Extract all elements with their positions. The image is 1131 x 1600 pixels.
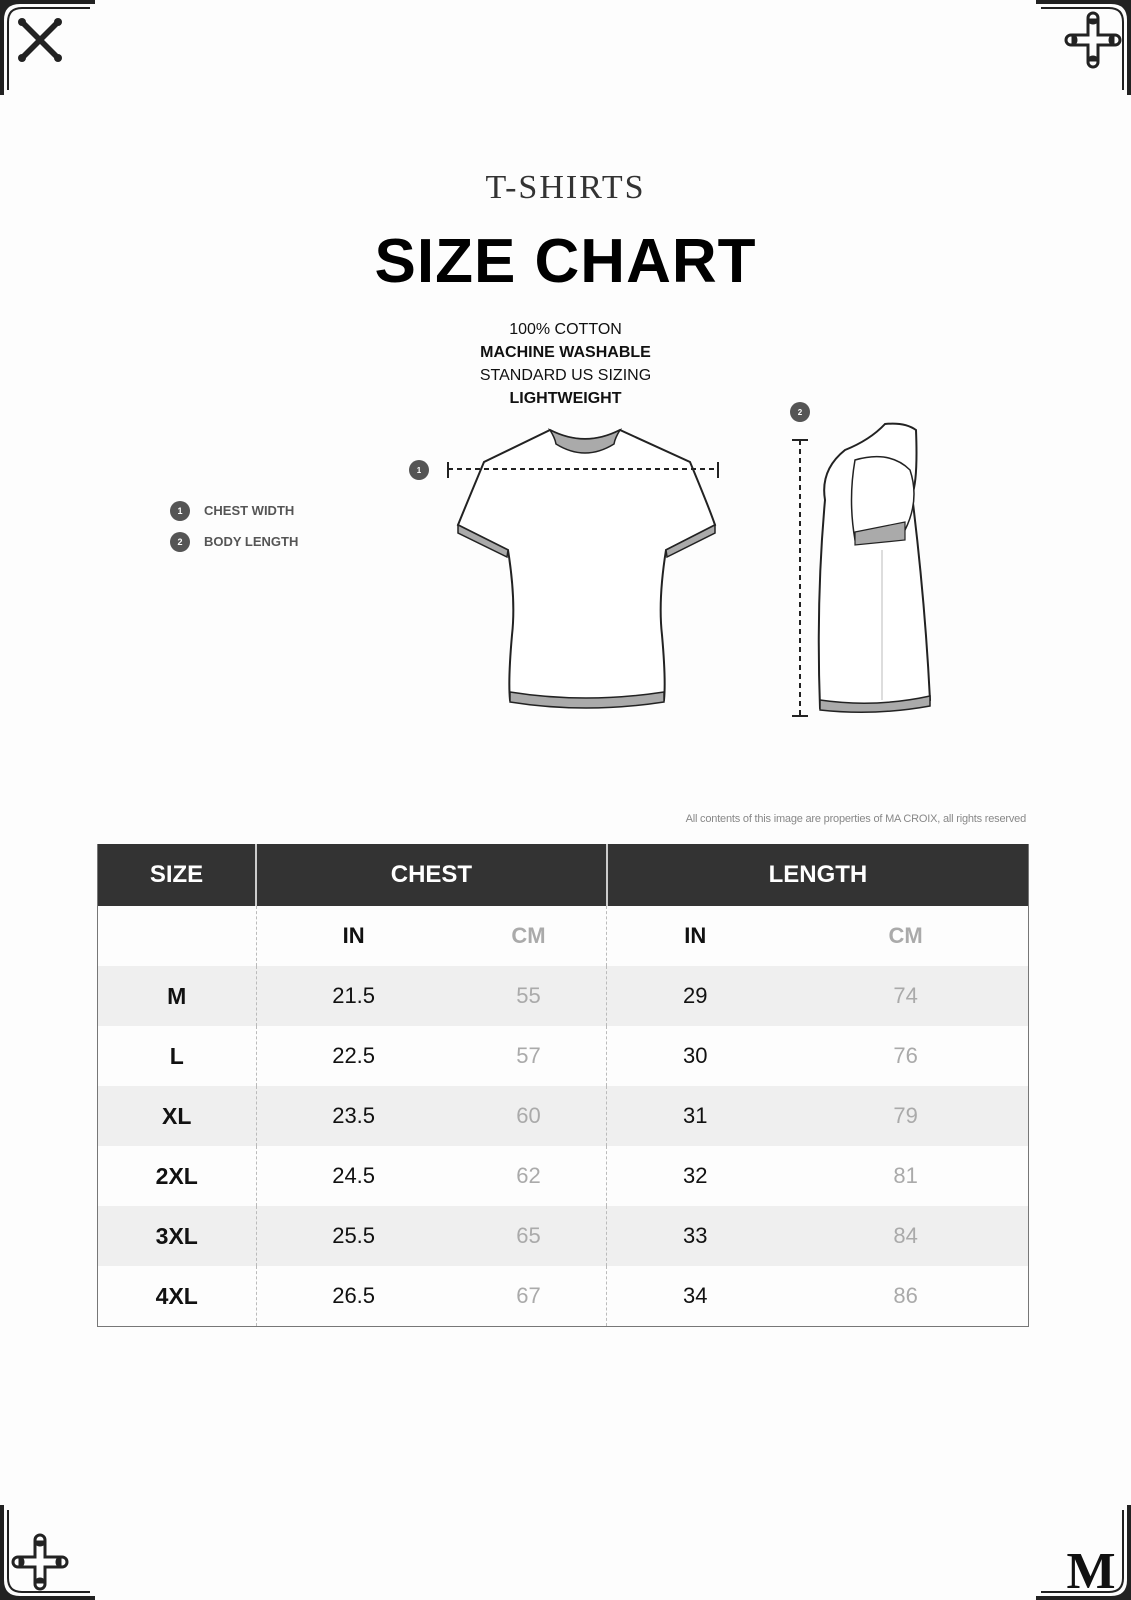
- chest-cm-cell: 62: [451, 1146, 607, 1206]
- legend-number-badge: 2: [170, 532, 190, 552]
- length-in-cell: 32: [683, 1163, 708, 1188]
- header-length: LENGTH: [607, 844, 1029, 906]
- length-cm-cell: 84: [783, 1206, 1028, 1266]
- tshirt-front-illustration: [409, 430, 718, 708]
- svg-text:1: 1: [416, 466, 422, 475]
- size-cell: 4XL: [98, 1266, 257, 1327]
- chest-cm-cell: 55: [451, 966, 607, 1026]
- length-cm-cell: 76: [893, 1043, 918, 1068]
- copyright-notice: All contents of this image are properties of MA CROIX, all rights reserved: [685, 813, 1026, 825]
- unit-cm: CM: [888, 923, 923, 948]
- length-in-cell: 30: [683, 1043, 708, 1068]
- size-cell: XL: [98, 1086, 257, 1146]
- header-size: SIZE: [98, 844, 257, 906]
- header: [0, 168, 1131, 410]
- length-in-cell: 33: [607, 1206, 783, 1266]
- unit-in: IN: [684, 923, 707, 948]
- tshirt-side-illustration: [790, 402, 930, 716]
- table-row: [98, 1206, 1029, 1266]
- units-row: [98, 906, 1029, 966]
- svg-text:2: 2: [797, 408, 803, 417]
- size-cell: L: [98, 1026, 257, 1086]
- legend-label: CHEST WIDTH: [204, 503, 295, 518]
- chest-in-cell: 22.5: [332, 1043, 376, 1068]
- legend-number-badge: 1: [170, 501, 190, 521]
- spec-item: STANDARD US SIZING: [479, 367, 652, 384]
- table-header-row: [98, 844, 1029, 906]
- length-cm-cell: 74: [783, 966, 1028, 1026]
- header-chest: CHEST: [256, 844, 607, 906]
- length-in-cell: 34: [683, 1283, 708, 1308]
- monogram-logo-icon: [1031, 1500, 1131, 1600]
- corner-ornament-bottom-right: [1031, 1500, 1131, 1600]
- product-specs: [0, 318, 1131, 410]
- chest-cm-cell: 57: [451, 1026, 607, 1086]
- tshirt-diagram: [400, 400, 1000, 740]
- unit-in: IN: [342, 923, 365, 948]
- spec-item: LIGHTWEIGHT: [509, 390, 622, 407]
- corner-ornament-bottom-left: [0, 1500, 100, 1600]
- spec-item: 100% COTTON: [509, 321, 622, 338]
- table-row: [98, 1026, 1029, 1086]
- chest-in-cell: 23.5: [256, 1086, 451, 1146]
- size-cell: M: [98, 966, 257, 1026]
- length-in-cell: 31: [607, 1086, 783, 1146]
- page-subtitle: T-SHIRTS: [485, 169, 646, 206]
- page-title: SIZE CHART: [374, 227, 757, 296]
- size-cell: 2XL: [98, 1146, 257, 1206]
- chest-cm-cell: 65: [451, 1206, 607, 1266]
- units-blank: [98, 906, 257, 966]
- chest-in-cell: 21.5: [256, 966, 451, 1026]
- spec-item: MACHINE WASHABLE: [480, 344, 651, 361]
- size-cell: 3XL: [98, 1206, 257, 1266]
- length-in-cell: 29: [607, 966, 783, 1026]
- length-cm-cell: 79: [783, 1086, 1028, 1146]
- corner-ornament-top-left: [0, 0, 100, 100]
- cross-ornament-icon: [0, 1500, 100, 1600]
- chest-cm-cell: 60: [451, 1086, 607, 1146]
- length-cm-cell: 86: [893, 1283, 918, 1308]
- table-row: [98, 1146, 1029, 1206]
- table-row: [98, 966, 1029, 1026]
- size-chart-table: [97, 844, 1029, 1327]
- legend-item-chest: [170, 495, 298, 526]
- legend-label: BODY LENGTH: [204, 534, 299, 549]
- length-cm-cell: 81: [893, 1163, 918, 1188]
- chest-in-cell: 24.5: [332, 1163, 376, 1188]
- table-row: [98, 1266, 1029, 1327]
- chest-cm-cell: 67: [451, 1266, 607, 1327]
- cross-ornament-icon: [0, 0, 100, 100]
- unit-cm: CM: [451, 906, 607, 966]
- measurement-legend: [170, 495, 298, 557]
- table-row: [98, 1086, 1029, 1146]
- cross-ornament-icon: [1031, 0, 1131, 100]
- svg-text:M: M: [1066, 1543, 1116, 1600]
- chest-in-cell: 26.5: [332, 1283, 376, 1308]
- chest-in-cell: 25.5: [256, 1206, 451, 1266]
- legend-item-length: [170, 526, 298, 557]
- corner-ornament-top-right: [1031, 0, 1131, 100]
